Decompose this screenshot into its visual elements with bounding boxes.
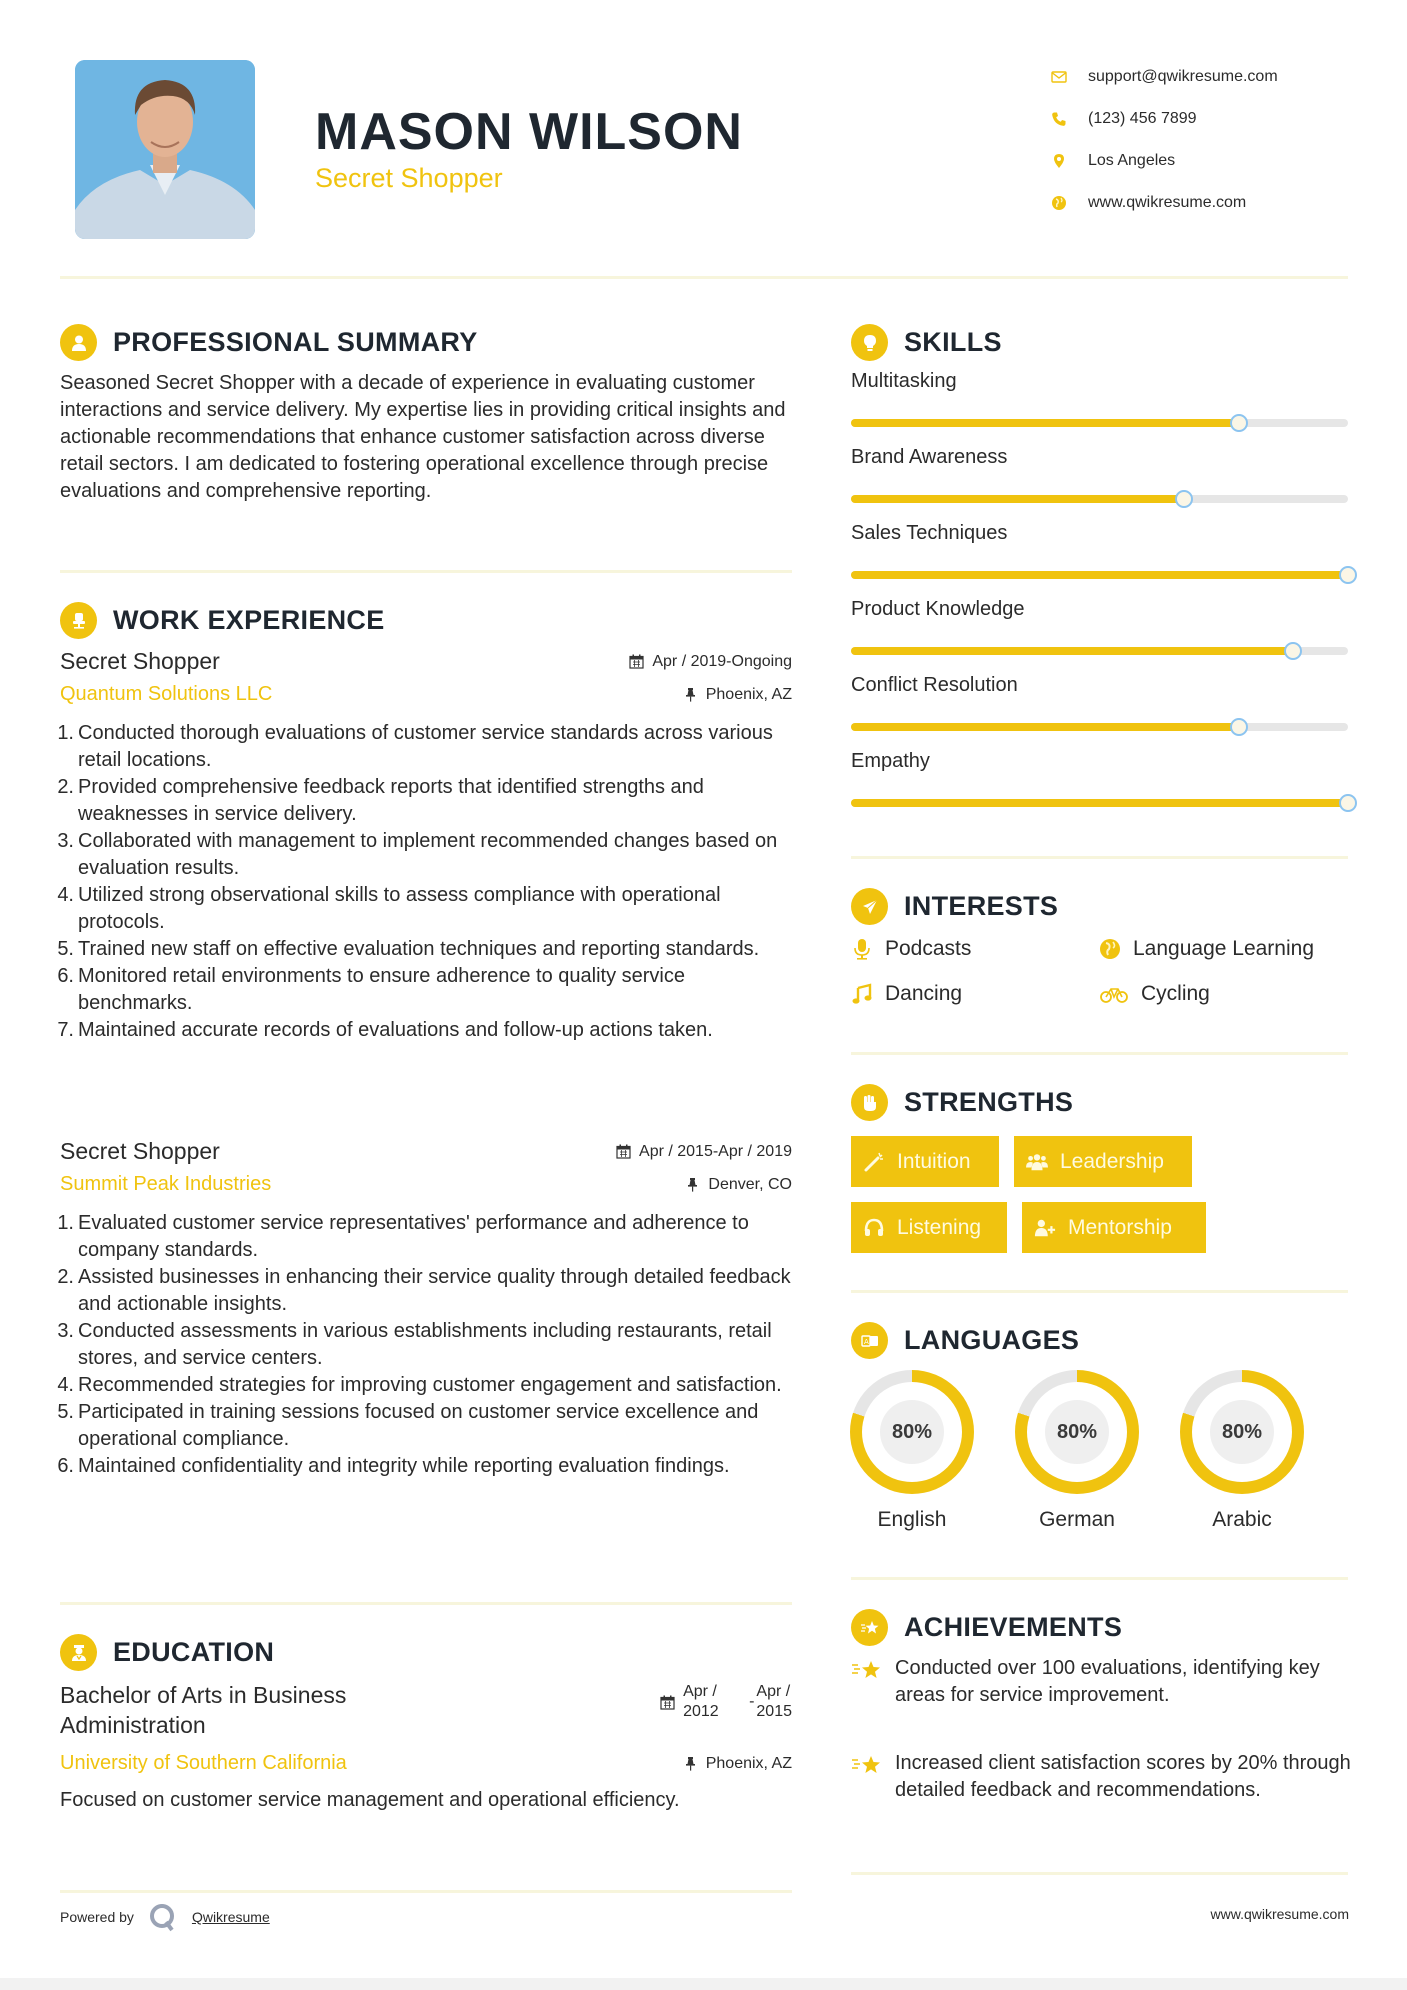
skill-label: Sales Techniques [851, 522, 1008, 544]
job-bullet: 6. Monitored retail environments to ensure adherence to quality service benchmarks. [57, 965, 685, 1014]
languages-divider [851, 1577, 1348, 1580]
skill-item [851, 598, 1348, 655]
job-bullet: 4. Utilized strong observational skills to assess compliance with operational protocols. [57, 884, 721, 933]
contact-location [1048, 140, 1278, 182]
skill-slider[interactable] [851, 723, 1348, 731]
job-bullet: 5. Participated in training sessions focused on customer service excellence and operational compliance. [57, 1401, 759, 1450]
footer-divider-right [851, 1872, 1348, 1875]
job-title: Secret Shopper [60, 648, 220, 674]
music-note-icon [851, 983, 873, 1005]
job-company: Summit Peak Industries [60, 1173, 272, 1195]
header-divider [60, 276, 1348, 279]
graduate-icon [60, 1634, 97, 1671]
skill-item [851, 750, 1348, 807]
achievement-text: Conducted over 100 evaluations, identifying key areas for service improvement. [895, 1657, 1320, 1706]
pushpin-icon [683, 1756, 698, 1771]
education-entry [60, 1680, 792, 1814]
shooting-star-icon [851, 1609, 888, 1646]
education-description: Focused on customer service management and operational efficiency. [60, 1789, 680, 1811]
education-dates: Apr / 2012 - Apr / 2015 [660, 1682, 792, 1722]
skill-label: Conflict Resolution [851, 674, 1018, 696]
footer-divider-left [60, 1890, 792, 1893]
contact-website-text: www.qwikresume.com [1088, 194, 1247, 211]
calendar-icon [616, 1144, 631, 1159]
job-bullet: 4. Recommended strategies for improving customer engagement and satisfaction. [57, 1374, 782, 1396]
achievement-item [851, 1655, 1351, 1709]
job-bullet: 3. Collaborated with management to implement recommended changes based on evaluation results. [57, 830, 778, 879]
job-location: Phoenix, AZ [683, 686, 792, 704]
interest-item: Dancing [851, 982, 962, 1006]
envelope-icon [1048, 69, 1088, 85]
skill-slider[interactable] [851, 495, 1348, 503]
language-percent: 80% [1045, 1400, 1109, 1464]
job-bullet: 6. Maintained confidentiality and integrity while reporting evaluation findings. [57, 1455, 730, 1477]
skill-label: Empathy [851, 750, 930, 772]
skill-label: Product Knowledge [851, 598, 1025, 620]
magic-wand-icon [863, 1151, 885, 1173]
achievements-heading [851, 1609, 1122, 1646]
language-ring [1180, 1370, 1304, 1494]
degree-title: Bachelor of Arts in Business Administration [60, 1682, 347, 1738]
strength-tag: Mentorship [1022, 1202, 1206, 1253]
language-percent: 80% [1210, 1400, 1274, 1464]
slider-knob[interactable] [1339, 794, 1357, 812]
summary-text: Seasoned Secret Shopper with a decade of experience in evaluating customer interactions and service delivery. My expertise lies in providing critical insights and actionable recommendations that enhance customer satisfaction across diverse retail sectors. I am dedicated to fostering operational excellence through precise evaluations and comprehensive reporting. [60, 372, 786, 502]
candidate-name: MASON WILSON [315, 103, 743, 161]
interests-title: INTERESTS [904, 891, 1059, 921]
interest-item: Podcasts [851, 937, 971, 961]
contact-website[interactable] [1048, 182, 1278, 224]
achievements-title: ACHIEVEMENTS [904, 1612, 1123, 1642]
shooting-star-icon [851, 1657, 883, 1685]
slider-knob[interactable] [1175, 490, 1193, 508]
job-bullets [57, 1210, 792, 1480]
job-entry [57, 648, 792, 1044]
skill-item [851, 370, 1348, 427]
job-bullets [57, 720, 792, 1044]
microphone-icon [851, 938, 873, 960]
fist-icon [851, 1084, 888, 1121]
strength-tag: Listening [851, 1202, 1007, 1253]
svg-text:A: A [863, 1337, 869, 1346]
map-marker-icon [1048, 153, 1088, 169]
job-title: Secret Shopper [60, 1138, 220, 1164]
contact-phone[interactable] [1048, 98, 1278, 140]
contact-phone-text: (123) 456 7899 [1088, 110, 1197, 127]
powered-by-label: Powered by [60, 1909, 134, 1925]
interest-item: Cycling [1099, 982, 1210, 1006]
job-bullet: 7. Maintained accurate records of evaluations and follow-up actions taken. [57, 1019, 713, 1041]
contact-location-text: Los Angeles [1088, 152, 1176, 169]
language-item [1180, 1370, 1304, 1532]
calendar-icon [629, 654, 644, 669]
paper-plane-icon [851, 888, 888, 925]
slider-knob[interactable] [1339, 566, 1357, 584]
skills-divider [851, 856, 1348, 859]
strengths-divider [851, 1290, 1348, 1293]
footer-website-link[interactable]: www.qwikresume.com [1210, 1906, 1349, 1922]
school-name: University of Southern California [60, 1752, 347, 1774]
job-bullet: 5. Trained new staff on effective evaluation techniques and reporting standards. [57, 938, 760, 960]
language-item [850, 1370, 974, 1532]
job-company: Quantum Solutions LLC [60, 683, 273, 705]
contact-email-text: support@qwikresume.com [1088, 68, 1278, 85]
language-label: Arabic [1212, 1508, 1272, 1531]
contact-email[interactable] [1048, 56, 1278, 98]
skill-label: Multitasking [851, 370, 957, 392]
interest-item: Language Learning [1099, 937, 1314, 961]
strengths-title: STRENGTHS [904, 1087, 1074, 1117]
summary-divider [60, 570, 792, 573]
group-icon [1026, 1151, 1048, 1173]
phone-icon [1048, 111, 1088, 127]
globe-icon [1048, 195, 1088, 211]
education-title: EDUCATION [113, 1637, 275, 1667]
skills-title: SKILLS [904, 327, 1002, 357]
page-bottom-edge [0, 1978, 1407, 1990]
skill-slider[interactable] [851, 799, 1348, 807]
experience-divider [60, 1602, 792, 1605]
user-icon [60, 324, 97, 361]
strengths-heading [851, 1084, 1073, 1121]
job-bullet: 3. Conducted assessments in various establishments including restaurants, retail stores, and service centers. [57, 1320, 772, 1369]
lightbulb-icon [851, 324, 888, 361]
headphones-icon [863, 1217, 885, 1239]
skill-slider[interactable] [851, 419, 1348, 427]
calendar-icon [660, 1695, 675, 1710]
job-bullet: 1. Evaluated customer service representatives' performance and adherence to company standards. [57, 1212, 749, 1261]
strength-tag: Leadership [1014, 1136, 1192, 1187]
translate-icon [851, 1322, 888, 1359]
slider-knob[interactable] [1230, 718, 1248, 736]
job-entry [57, 1138, 792, 1480]
qwikresume-link[interactable]: Qwikresume [191, 1909, 270, 1925]
skill-slider[interactable] [851, 571, 1348, 579]
experience-heading [60, 602, 385, 639]
slider-knob[interactable] [1284, 642, 1302, 660]
language-item [1015, 1370, 1139, 1532]
shooting-star-icon [851, 1752, 883, 1780]
pushpin-icon [685, 1177, 700, 1192]
job-dates: Apr / 2015-Apr / 2019 [616, 1143, 792, 1161]
user-plus-icon [1034, 1217, 1056, 1239]
language-percent: 80% [880, 1400, 944, 1464]
qwikresume-logo-icon [148, 1902, 178, 1932]
globe-icon [1099, 938, 1121, 960]
pushpin-icon [683, 687, 698, 702]
job-dates: Apr / 2019-Ongoing [629, 653, 792, 671]
skills-heading [851, 324, 1002, 361]
languages-title: LANGUAGES [904, 1325, 1080, 1355]
job-bullet: 1. Conducted thorough evaluations of customer service standards across various retail locations. [57, 722, 773, 771]
language-label: German [1039, 1508, 1115, 1531]
slider-knob[interactable] [1230, 414, 1248, 432]
skill-slider[interactable] [851, 647, 1348, 655]
candidate-role: Secret Shopper [315, 163, 503, 193]
office-chair-icon [60, 602, 97, 639]
education-heading [60, 1634, 274, 1671]
summary-heading [60, 324, 478, 361]
language-label: English [877, 1508, 947, 1531]
strength-tag: Intuition [851, 1136, 999, 1187]
education-location: Phoenix, AZ [683, 1755, 792, 1773]
interests-heading [851, 888, 1058, 925]
experience-title: WORK EXPERIENCE [113, 605, 385, 635]
job-bullet: 2. Provided comprehensive feedback reports that identified strengths and weaknesses in service delivery. [57, 776, 704, 825]
language-ring [1015, 1370, 1139, 1494]
skill-label: Brand Awareness [851, 446, 1008, 468]
job-bullet: 2. Assisted businesses in enhancing their service quality through detailed feedback and actionable insights. [57, 1266, 791, 1315]
job-location: Denver, CO [685, 1176, 792, 1194]
bicycle-icon [1099, 983, 1129, 1005]
achievement-item [851, 1750, 1351, 1804]
achievement-text: Increased client satisfaction scores by 20% through detailed feedback and recommendations. [895, 1752, 1351, 1801]
skill-item [851, 674, 1348, 731]
interests-divider [851, 1052, 1348, 1055]
language-ring [850, 1370, 974, 1494]
languages-heading [851, 1322, 1079, 1359]
contact-list [1048, 56, 1278, 224]
skill-item [851, 522, 1348, 579]
skill-item [851, 446, 1348, 503]
footer-powered-by [60, 1902, 270, 1932]
summary-title: PROFESSIONAL SUMMARY [113, 327, 478, 357]
profile-photo [75, 60, 255, 239]
person-photo-illustration [75, 60, 255, 239]
